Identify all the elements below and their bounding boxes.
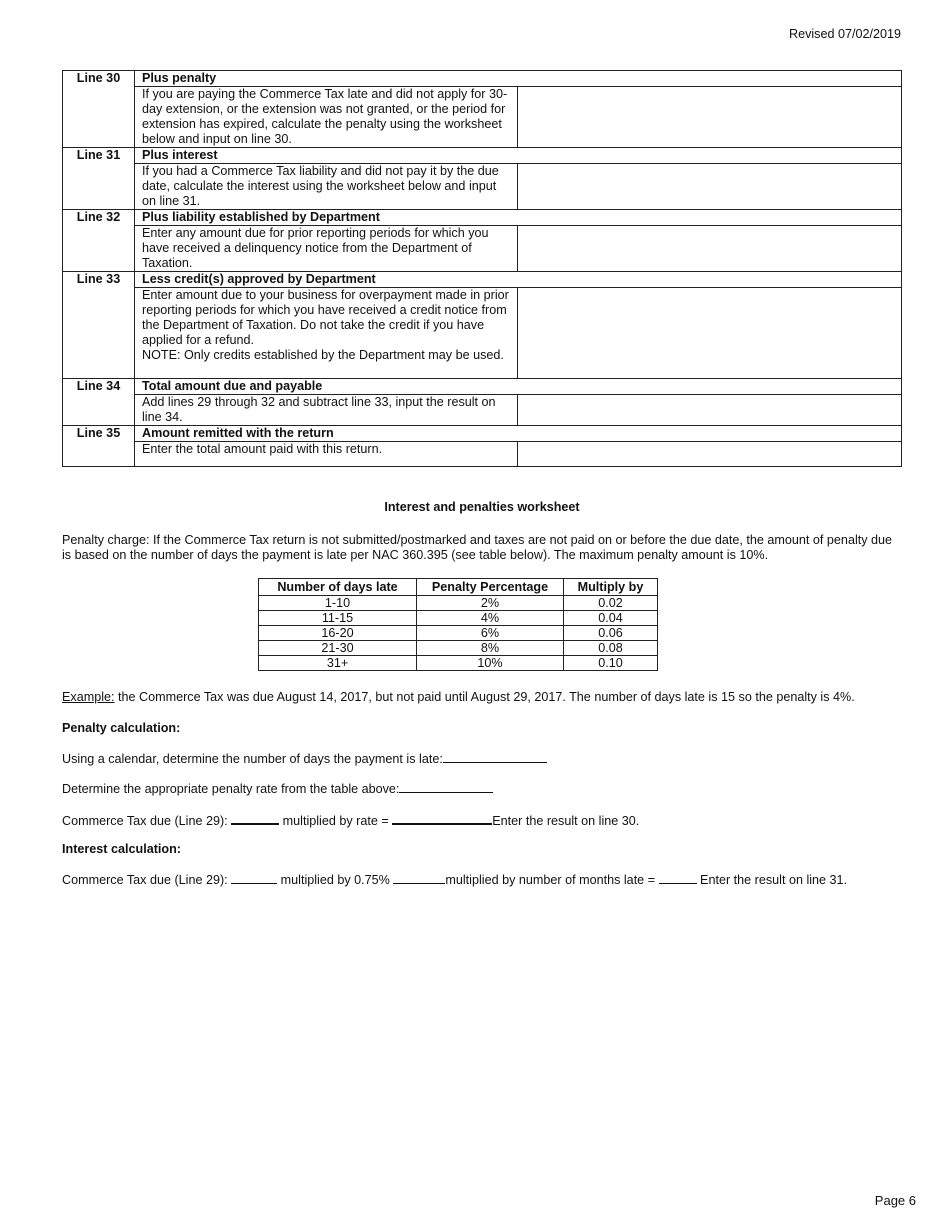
line-31-desc-row bbox=[63, 164, 902, 210]
line-30-desc-row bbox=[63, 87, 902, 148]
line-34-desc-row bbox=[63, 395, 902, 426]
line-35-desc-row bbox=[63, 442, 902, 467]
penalty-rate-blank[interactable] bbox=[399, 781, 493, 793]
line-30-number: Line 30 bbox=[63, 71, 135, 148]
step-rate-text: Determine the appropriate penalty rate from the table above: bbox=[62, 782, 400, 796]
tax-due-blank[interactable] bbox=[231, 812, 279, 825]
penalty-charge-paragraph: Penalty charge: If the Commerce Tax return is not submitted/postmarked and taxes are not paid on or before the due date, the amount of penalty due is based on the number of days the payment is late per NAC 360.395 (see table below). The maximum penalty amount is 10%. bbox=[62, 533, 893, 562]
line-32-description: Enter any amount due for prior reporting periods for which you have received a delinquency notice from the Department of Taxation. bbox=[135, 226, 518, 272]
penalty-table-header: Number of days late bbox=[259, 579, 417, 596]
line-33-header-row bbox=[63, 272, 902, 288]
line-35-header-row bbox=[63, 426, 902, 442]
line-32-title: Plus liability established by Department bbox=[135, 210, 902, 226]
line-33-description-cell bbox=[135, 288, 518, 379]
penalty-step-rate bbox=[62, 781, 902, 797]
line-34-number: Line 34 bbox=[63, 379, 135, 426]
table-cell: 8% bbox=[417, 641, 564, 656]
line-32-header-row bbox=[63, 210, 902, 226]
int-text-c: multiplied by number of months late = bbox=[445, 873, 659, 887]
table-row bbox=[259, 596, 658, 611]
revised-date: Revised 07/02/2019 bbox=[788, 27, 901, 41]
table-cell: 11-15 bbox=[259, 611, 417, 626]
line-31-entry[interactable] bbox=[518, 164, 902, 210]
line-31-number: Line 31 bbox=[63, 148, 135, 210]
penalty-calc-heading: Penalty calculation: bbox=[62, 721, 181, 735]
table-cell: 10% bbox=[417, 656, 564, 671]
table-cell: 0.08 bbox=[564, 641, 658, 656]
page-number: Page 6 bbox=[874, 1193, 916, 1208]
line-32-desc-row bbox=[63, 226, 902, 272]
line-35-number: Line 35 bbox=[63, 426, 135, 467]
table-cell: 0.10 bbox=[564, 656, 658, 671]
line-32-entry[interactable] bbox=[518, 226, 902, 272]
penalty-table-header: Multiply by bbox=[564, 579, 658, 596]
penalty-table-header: Penalty Percentage bbox=[417, 579, 564, 596]
line-35-title: Amount remitted with the return bbox=[135, 426, 902, 442]
table-row bbox=[259, 641, 658, 656]
example-paragraph bbox=[62, 690, 902, 705]
line-31-title: Plus interest bbox=[135, 148, 902, 164]
line-34-description: Add lines 29 through 32 and subtract line 33, input the result on line 34. bbox=[135, 395, 518, 426]
worksheet-title: Interest and penalties worksheet bbox=[384, 500, 580, 514]
line-35-entry[interactable] bbox=[518, 442, 902, 467]
table-cell: 0.02 bbox=[564, 596, 658, 611]
line-30-header-row bbox=[63, 71, 902, 87]
table-cell: 4% bbox=[417, 611, 564, 626]
line-30-title: Plus penalty bbox=[135, 71, 902, 87]
table-cell: 6% bbox=[417, 626, 564, 641]
line-33-description: Enter amount due to your business for overpayment made in prior reporting periods for which you have received a credit notice from the Department of Taxation. Do not take the credit if you have applied for a refund. bbox=[142, 288, 509, 347]
step-calc-text-a: Commerce Tax due (Line 29): bbox=[62, 814, 232, 828]
penalty-table bbox=[258, 578, 658, 671]
int-tax-due-blank[interactable] bbox=[231, 872, 277, 884]
step-calc-text-b: multiplied by rate = bbox=[279, 814, 393, 828]
penalty-step-calc bbox=[62, 812, 902, 829]
int-text-a: Commerce Tax due (Line 29): bbox=[62, 873, 232, 887]
line-33-note: NOTE: Only credits established by the Department may be used. bbox=[142, 348, 504, 362]
step-calc-text-c: Enter the result on line 30. bbox=[492, 814, 640, 828]
line-35-description: Enter the total amount paid with this return. bbox=[135, 442, 518, 467]
int-monthly-blank[interactable] bbox=[393, 872, 445, 884]
int-text-d: Enter the result on line 31. bbox=[696, 873, 848, 887]
line-30-description: If you are paying the Commerce Tax late and did not apply for 30-day extension, or the extension was not granted, or the period for extension has expired, calculate the penalty using the worksheet below and input on line 30. bbox=[135, 87, 518, 148]
line-31-description: If you had a Commerce Tax liability and did not pay it by the due date, calculate the interest using the worksheet below and input on line 31. bbox=[135, 164, 518, 210]
days-late-blank[interactable] bbox=[443, 751, 547, 763]
table-cell: 16-20 bbox=[259, 626, 417, 641]
interest-calc-heading: Interest calculation: bbox=[62, 842, 181, 856]
line-33-desc-row bbox=[63, 288, 902, 379]
line-31-header-row bbox=[63, 148, 902, 164]
line-32-number: Line 32 bbox=[63, 210, 135, 272]
line-34-entry[interactable] bbox=[518, 395, 902, 426]
table-cell: 0.04 bbox=[564, 611, 658, 626]
table-cell: 31+ bbox=[259, 656, 417, 671]
line-34-header-row bbox=[63, 379, 902, 395]
line-33-entry[interactable] bbox=[518, 288, 902, 379]
table-cell: 0.06 bbox=[564, 626, 658, 641]
interest-calc-line bbox=[62, 872, 942, 888]
penalty-step-days bbox=[62, 751, 902, 767]
step-days-text: Using a calendar, determine the number of days the payment is late: bbox=[62, 752, 443, 766]
table-row bbox=[259, 611, 658, 626]
int-text-b: multiplied by 0.75% bbox=[277, 873, 394, 887]
line-30-entry[interactable] bbox=[518, 87, 902, 148]
example-text: the Commerce Tax was due August 14, 2017, but not paid until August 29, 2017. The number of days late is 15 so the penalty is 4%. bbox=[114, 690, 855, 704]
table-cell: 21-30 bbox=[259, 641, 417, 656]
table-row bbox=[259, 626, 658, 641]
line-33-title: Less credit(s) approved by Department bbox=[135, 272, 902, 288]
penalty-table-header-row bbox=[259, 579, 658, 596]
int-result-blank[interactable] bbox=[659, 872, 697, 884]
lines-table bbox=[62, 70, 902, 467]
table-cell: 2% bbox=[417, 596, 564, 611]
table-cell: 1-10 bbox=[259, 596, 417, 611]
line-33-number: Line 33 bbox=[63, 272, 135, 379]
penalty-result-blank[interactable] bbox=[392, 812, 492, 825]
table-row bbox=[259, 656, 658, 671]
example-label: Example: bbox=[62, 690, 115, 704]
line-34-title: Total amount due and payable bbox=[135, 379, 902, 395]
